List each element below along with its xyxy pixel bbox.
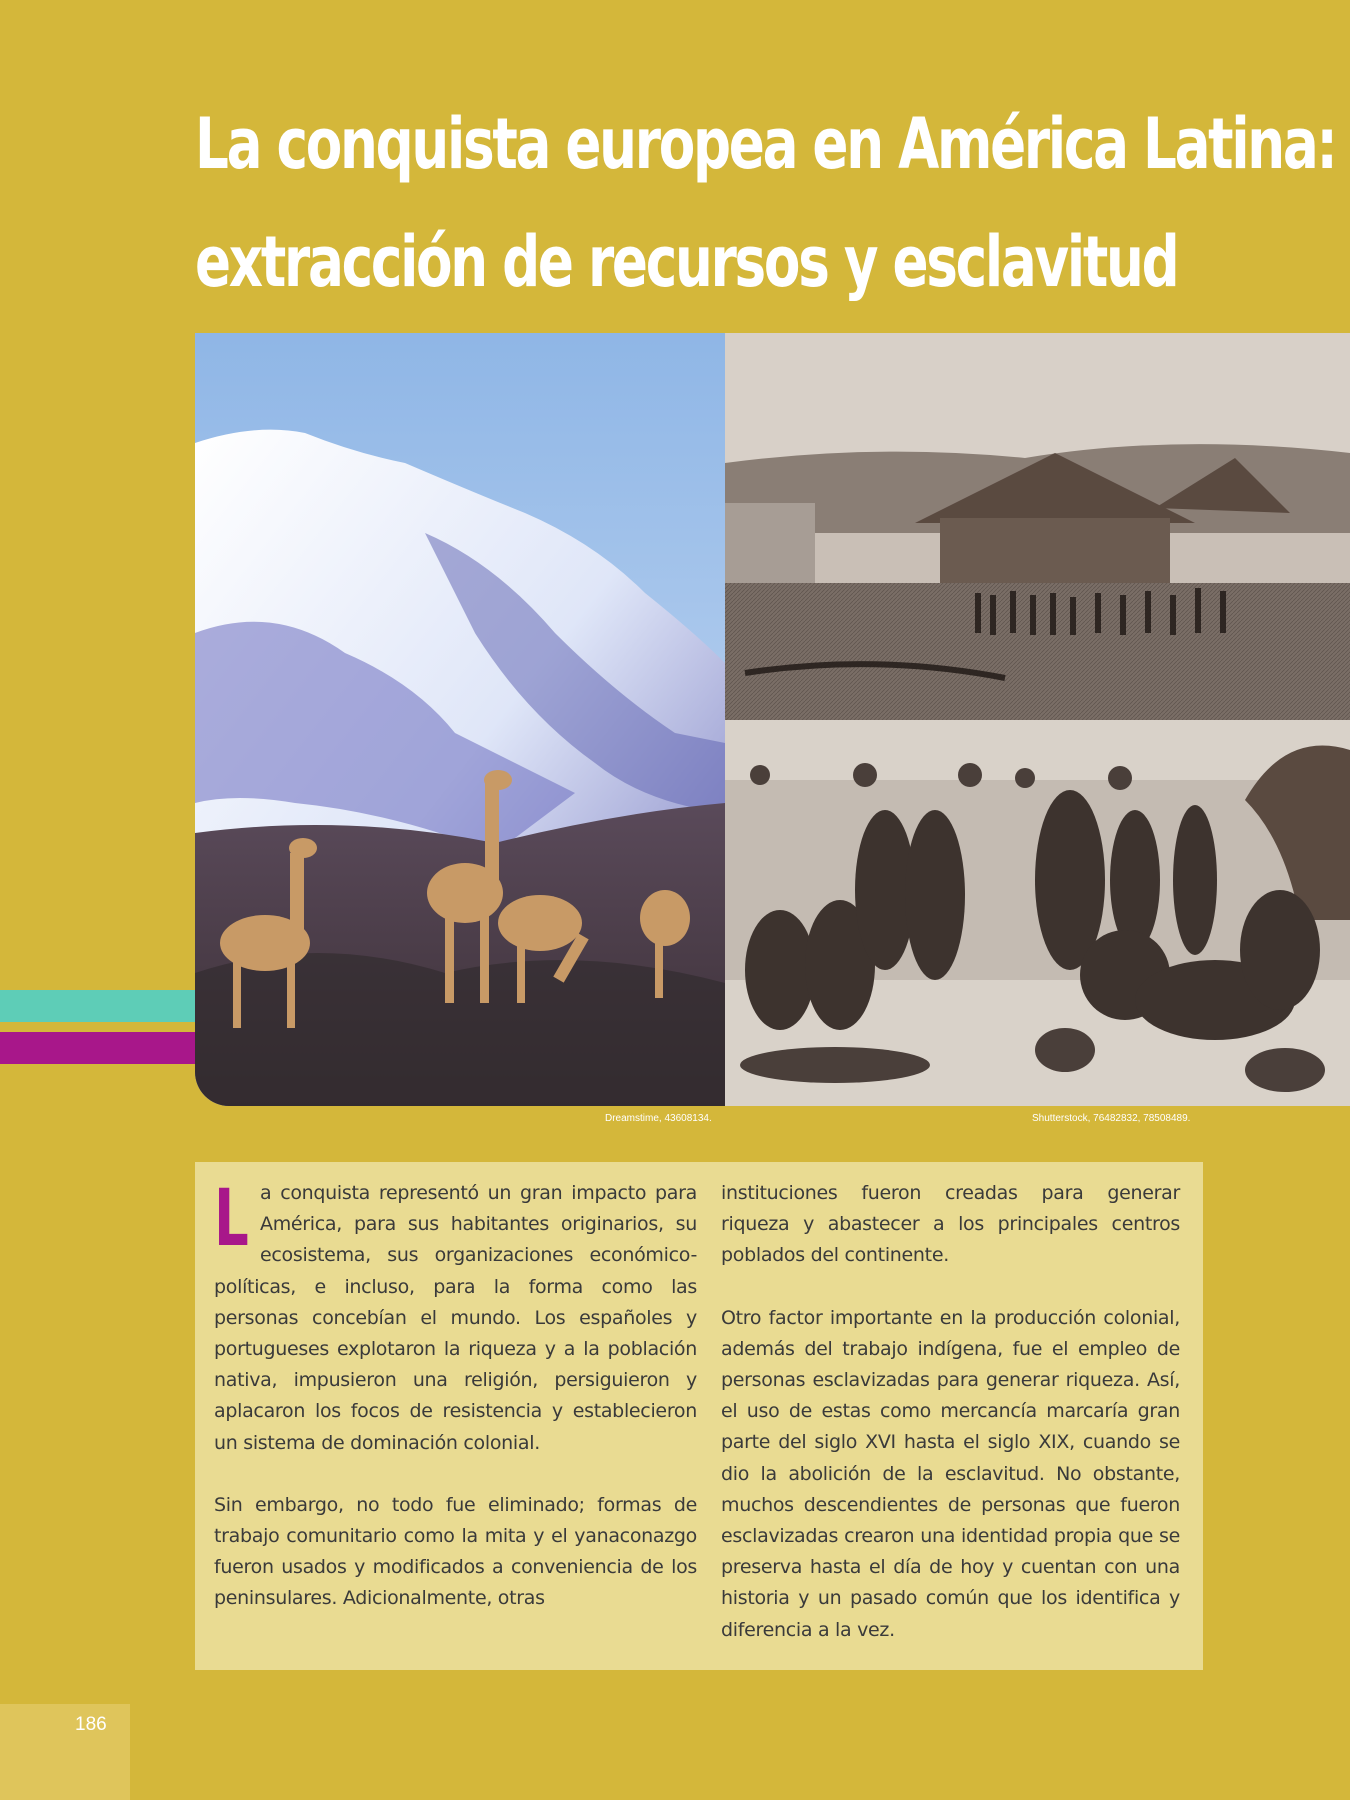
village-huts-illustration (725, 333, 1350, 720)
drop-cap: L (214, 1174, 249, 1264)
mountain-vicunas-illustration (195, 333, 725, 1106)
decorative-stripe-teal (0, 990, 195, 1022)
article-paragraph: Otro factor importante en la producción colonial, además del trabajo indígena, fue el empleo de personas esclavizadas para generar riqueza. Así, el uso de estas como mercancía marcaría gran parte del siglo XVI hasta el siglo XIX, cuando se dio la abolición de la esclavitud. No obstante, muchos descendientes de personas que fueron esclavizadas crearon una identidad propia que se preserva hasta el día de hoy y cuentan con una historia y un pasado común que los identifica y diferencia a la vez. (721, 1306, 1180, 1641)
article-column-left (214, 1174, 697, 1646)
article-paragraph (214, 1174, 697, 1459)
page-title (195, 85, 1336, 321)
paragraph-text: a conquista representó un gran impacto para América, para sus habitantes originarios, su ecosistema, sus organizaciones económico-políticas, e incluso, para la forma como las personas concebían el mundo. Los españoles y portugueses explotaron la riqueza y a la población nativa, impusieron una religión, persiguieron y aplacaron los focos de resistencia y establecieron un sistema de dominación colonial. (214, 1182, 697, 1454)
article-column-right (721, 1178, 1180, 1677)
page-title-line-2: extracción de recursos y esclavitud (195, 221, 1178, 303)
decorative-stripe-magenta (0, 1032, 195, 1064)
engraving-village-huts (725, 333, 1350, 720)
photo-credit-right: Shutterstock, 76482832, 78508489. (1032, 1113, 1191, 1124)
photo-mountain-vicunas (195, 333, 725, 1106)
page-title-line-1: La conquista europea en América Latina: (195, 103, 1336, 185)
article-paragraph: Sin embargo, no todo fue eliminado; formas de trabajo comunitario como la mita y el yanaconazgo fueron usados y modificados a conveniencia de los peninsulares. Adicionalmente, otras (214, 1493, 697, 1610)
indigenous-people-illustration (725, 720, 1350, 1106)
page-number-tab (0, 1704, 130, 1800)
article-paragraph: instituciones fueron creadas para generar riqueza y abastecer a los principales centros poblados del continente. (721, 1182, 1180, 1267)
engraving-indigenous-people (725, 720, 1350, 1106)
page-number: 186 (75, 1714, 107, 1735)
photo-credit-left: Dreamstime, 43608134. (605, 1113, 712, 1124)
article-text-box (195, 1162, 1203, 1670)
